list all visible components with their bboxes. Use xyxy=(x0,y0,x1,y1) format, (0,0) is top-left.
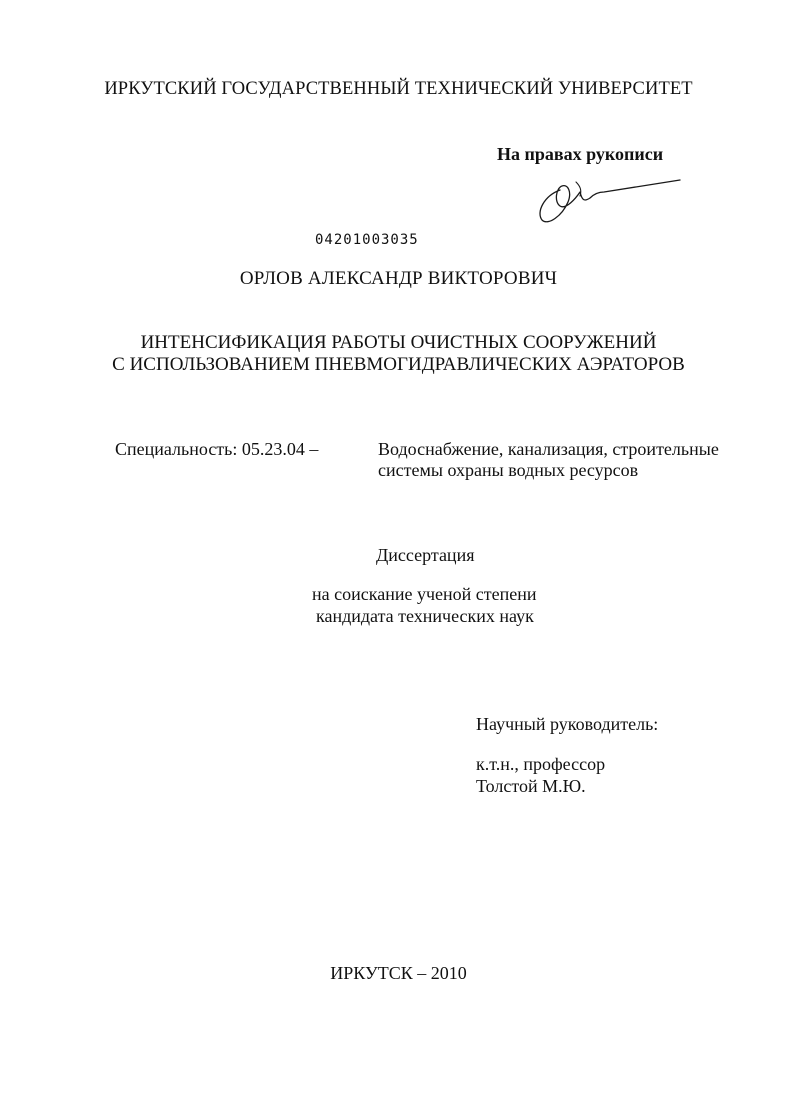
specialty-label: Специальность: 05.23.04 – xyxy=(115,439,319,459)
degree-line-2: кандидата технических наук xyxy=(316,606,534,626)
degree-line-1: на соискание ученой степени xyxy=(312,584,537,604)
supervisor-label: Научный руководитель: xyxy=(476,714,659,734)
manuscript-rights-note: На правах рукописи xyxy=(497,144,664,164)
specialty-text-line-1: Водоснабжение, канализация, строительные xyxy=(378,439,719,459)
dissertation-title-line-1: ИНТЕНСИФИКАЦИЯ РАБОТЫ ОЧИСТНЫХ СООРУЖЕНИЙ xyxy=(140,332,657,353)
university-name: ИРКУТСКИЙ ГОСУДАРСТВЕННЫЙ ТЕХНИЧЕСКИЙ УНИВЕРСИТЕТ xyxy=(104,79,693,99)
handwritten-signature xyxy=(532,172,682,228)
registration-number: 04201003035 xyxy=(315,232,419,248)
specialty-text-line-2: системы охраны водных ресурсов xyxy=(378,460,639,480)
author-name: ОРЛОВ АЛЕКСАНДР ВИКТОРОВИЧ xyxy=(239,268,558,289)
supervisor-rank: к.т.н., профессор xyxy=(476,754,606,774)
city-year: ИРКУТСК – 2010 xyxy=(330,963,467,983)
dissertation-title-line-2: С ИСПОЛЬЗОВАНИЕМ ПНЕВМОГИДРАВЛИЧЕСКИХ АЭРАТОРОВ xyxy=(112,354,685,375)
supervisor-name: Толстой М.Ю. xyxy=(476,776,586,796)
document-type: Диссертация xyxy=(376,545,475,565)
